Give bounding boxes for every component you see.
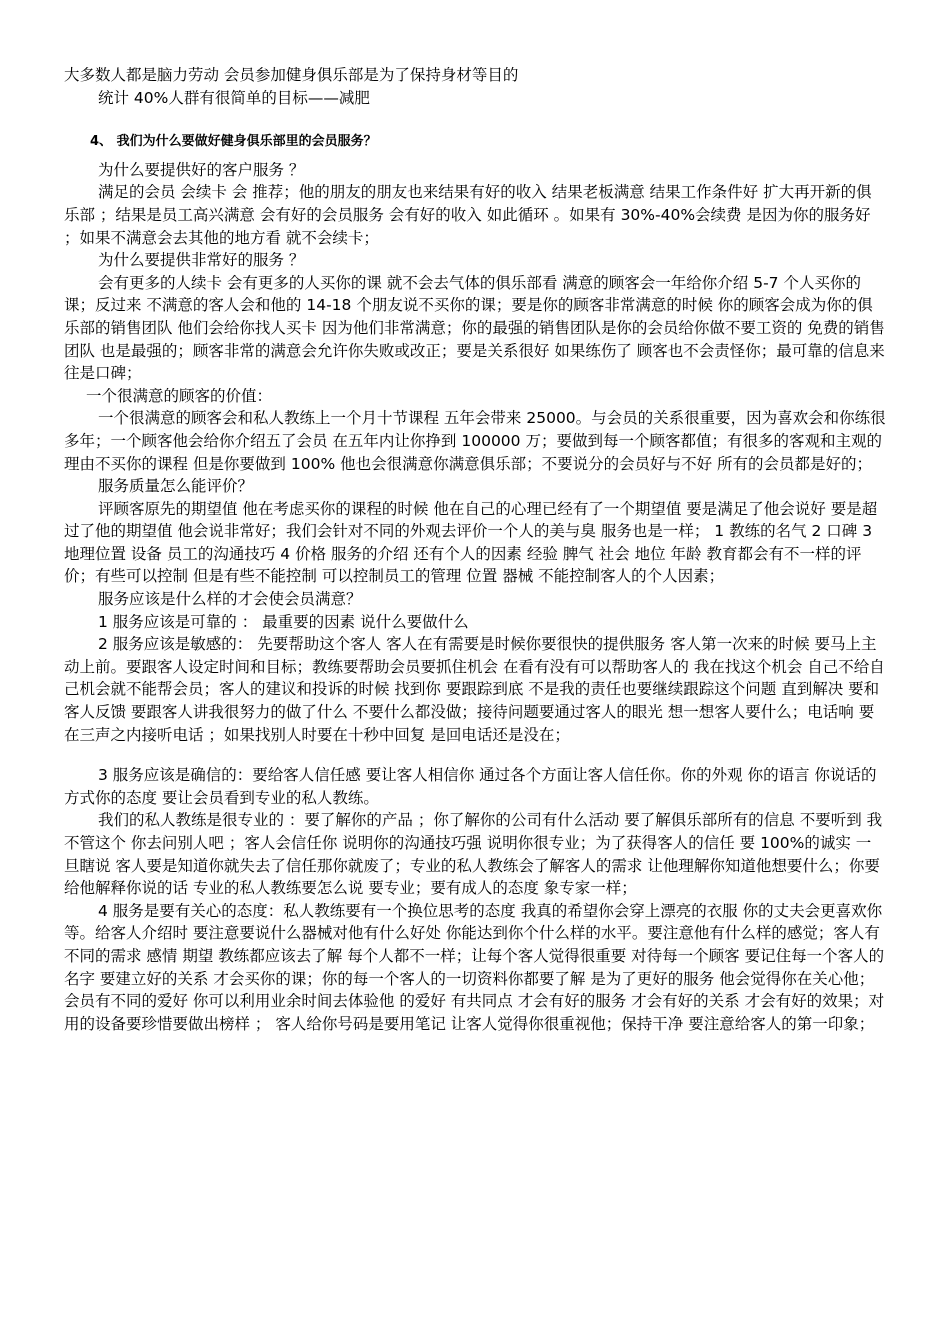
point-3-assurance: 3 服务应该是确信的：要给客人信任感 要让客人相信你 通过各个方面让客人信任你。你的外观 你的语言 你说话的方式你的态度 要让会员看到专业的私人教练。 — [64, 766, 877, 807]
paragraph-stat: 统计 40%人群有很简单的目标——减肥 — [98, 88, 370, 107]
paragraph-intro: 大多数人都是脑力劳动 会员参加健身俱乐部是为了保持身材等目的 — [64, 66, 519, 84]
point-4-caring: 4 服务是要有关心的态度：私人教练要有一个换位思考的态度 我真的希望你会穿上漂亮的衣服 你的丈夫会更喜欢你 等。给客人介绍时 要注意要说什么器械对他有什么好处 你能达到你个什么样的水平。要注意他有什么样的感觉；客人有不同的需求 感情 期望 教练都应该去了解 每个人都不一样；让每个客人觉得很重要 对待每一个顾客 要记住每一个客人的名字 要建立好的关系 才会买你的课；你的每一个客人的一切资料你都要了解 是为了更好的服务 他会觉得你在关心他；会员有不同的爱好 你可以利用业余时间去体验他 的爱好 有共同点 才会有好的服务 才会有好的关系 才会有好的效果；对用的设备要珍惜要做出榜样 ； 客人给你号码是要用笔记 让客人觉得你很重视他；保持干净 要注意给客人的第一印象； — [64, 901, 885, 1033]
document-body — [64, 64, 886, 1035]
blank-line — [64, 746, 886, 764]
section-heading-4: 4、 我们为什么要做好健身俱乐部里的会员服务？ — [90, 134, 377, 150]
paragraph-professional-trainer: 我们的私人教练是很专业的 ：要了解你的产品 ；你了解你的公司有什么活动 要了解俱乐部所有的信息 不要听到 我不管这个 你去问别人吧 ；客人会信任你 说明你的沟通技巧强 说明你很专业；为了获得客人的信任 要 100%的诚实 一旦瞎说 客人要是知道你就失去了信任那你就废了；专业的私人教练会了解客人的需求 让他理解你知道他想要什么；你要给他解释你说的话 专业的私人教练要怎么说 要专业；要有成人的态度 象专家一样； — [64, 811, 883, 898]
question-satisfying-service: 服务应该是什么样的才会使会员满意？ — [98, 590, 362, 609]
point-2-responsive: 2 服务应该是敏感的： 先要帮助这个客人 客人在有需要是时候你要很快的提供服务 客人第一次来的时候 要马上主动上前。要跟客人设定时间和目标；教练要帮助会员要抓住机会 在看有没有可以帮助客人的 我在找这个机会 自己不给自己机会就不能帮会员；客人的建议和投诉的时候 找到你 要跟踪到底 不是我的责任也要继续跟踪这个问题 直到解决 要和客人反馈 要跟客人讲我很努力的做了什么 不要什么都没做；接待问题要通过客人的眼光 想一想客人要什么；电话响 要在三声之内接听电话 ；如果找别人时要在十秒中回复 是回电话还是没在； — [64, 635, 885, 744]
paragraph-evaluate-quality: 评顾客原先的期望值 他在考虑买你的课程的时候 他在自己的心理已经有了一个期望值 要是满足了他会说好 要是超过了他的期望值 他会说非常好；我们会针对不同的外观去评价一个人的美与臭 服务也是一样； 1 教练的名气 2 口碑 3 地理位置 设备 员工的沟通技巧 4 价格 服务的介绍 还有个人的因素 经验 脾气 社会 地位 年龄 教育都会有不一样的评价；有些可以控制 但是有些不能控制 可以控制员工的管理 位置 器械 不能控制客人的个人因素； — [64, 499, 878, 586]
question-good-service: 为什么要提供好的客户服务 ？ — [98, 160, 305, 179]
question-evaluate-quality: 服务质量怎么能评价？ — [98, 477, 254, 496]
paragraph-customer-value: 一个很满意的顾客会和私人教练上一个月十节课程 五年会带来 25000。与会员的关系很重要，因为喜欢会和你练很多年；一个顾客他会给你介绍五了会员 在五年内让你挣到 100000 万；要做到每一个顾客都值；有很多的客观和主观的理由不买你的课程 但是你要做到 100% 他也会很满意你满意俱乐部；不要说分的会员好与不好 所有的会员都是好的； — [64, 409, 886, 473]
paragraph-satisfied-members: 满足的会员 会续卡 会 推荐；他的朋友的朋友也来结果有好的收入 结果老板满意 结果工作条件好 扩大再开新的俱乐部 ；结果是员工高兴满意 会有好的会员服务 会有好的收入 如此循环 。如果有 30%-40%会续费 是因为你的服务好 ；如果不满意会去其他的地方看 就不会续卡； — [64, 183, 872, 247]
point-1-reliable: 1 服务应该是可靠的 ： 最重要的因素 说什么要做什么 — [98, 612, 469, 631]
question-excellent-service: 为什么要提供非常好的服务 ？ — [98, 251, 305, 270]
paragraph-more-renewals: 会有更多的人续卡 会有更多的人买你的课 就不会去气体的俱乐部看 满意的顾客会一年给你介绍 5-7 个人买你的课；反过来 不满意的客人会和他的 14-18 个朋友说不买你的课；要是你的顾客非常满意的时候 你的顾客会成为你的俱乐部的销售团队 他们会给你找人买卡 因为他们非常满意；你的最强的销售团队是你的会员给你做不要工资的 免费的销售团队 也是最强的；顾客非常的满意会允许你失败或改正；要是关系很好 如果练伤了 顾客也不会责怪你；最可靠的信息来往是口碑； — [64, 273, 885, 383]
subheading-customer-value: 一个很满意的顾客的价值： — [86, 386, 273, 405]
